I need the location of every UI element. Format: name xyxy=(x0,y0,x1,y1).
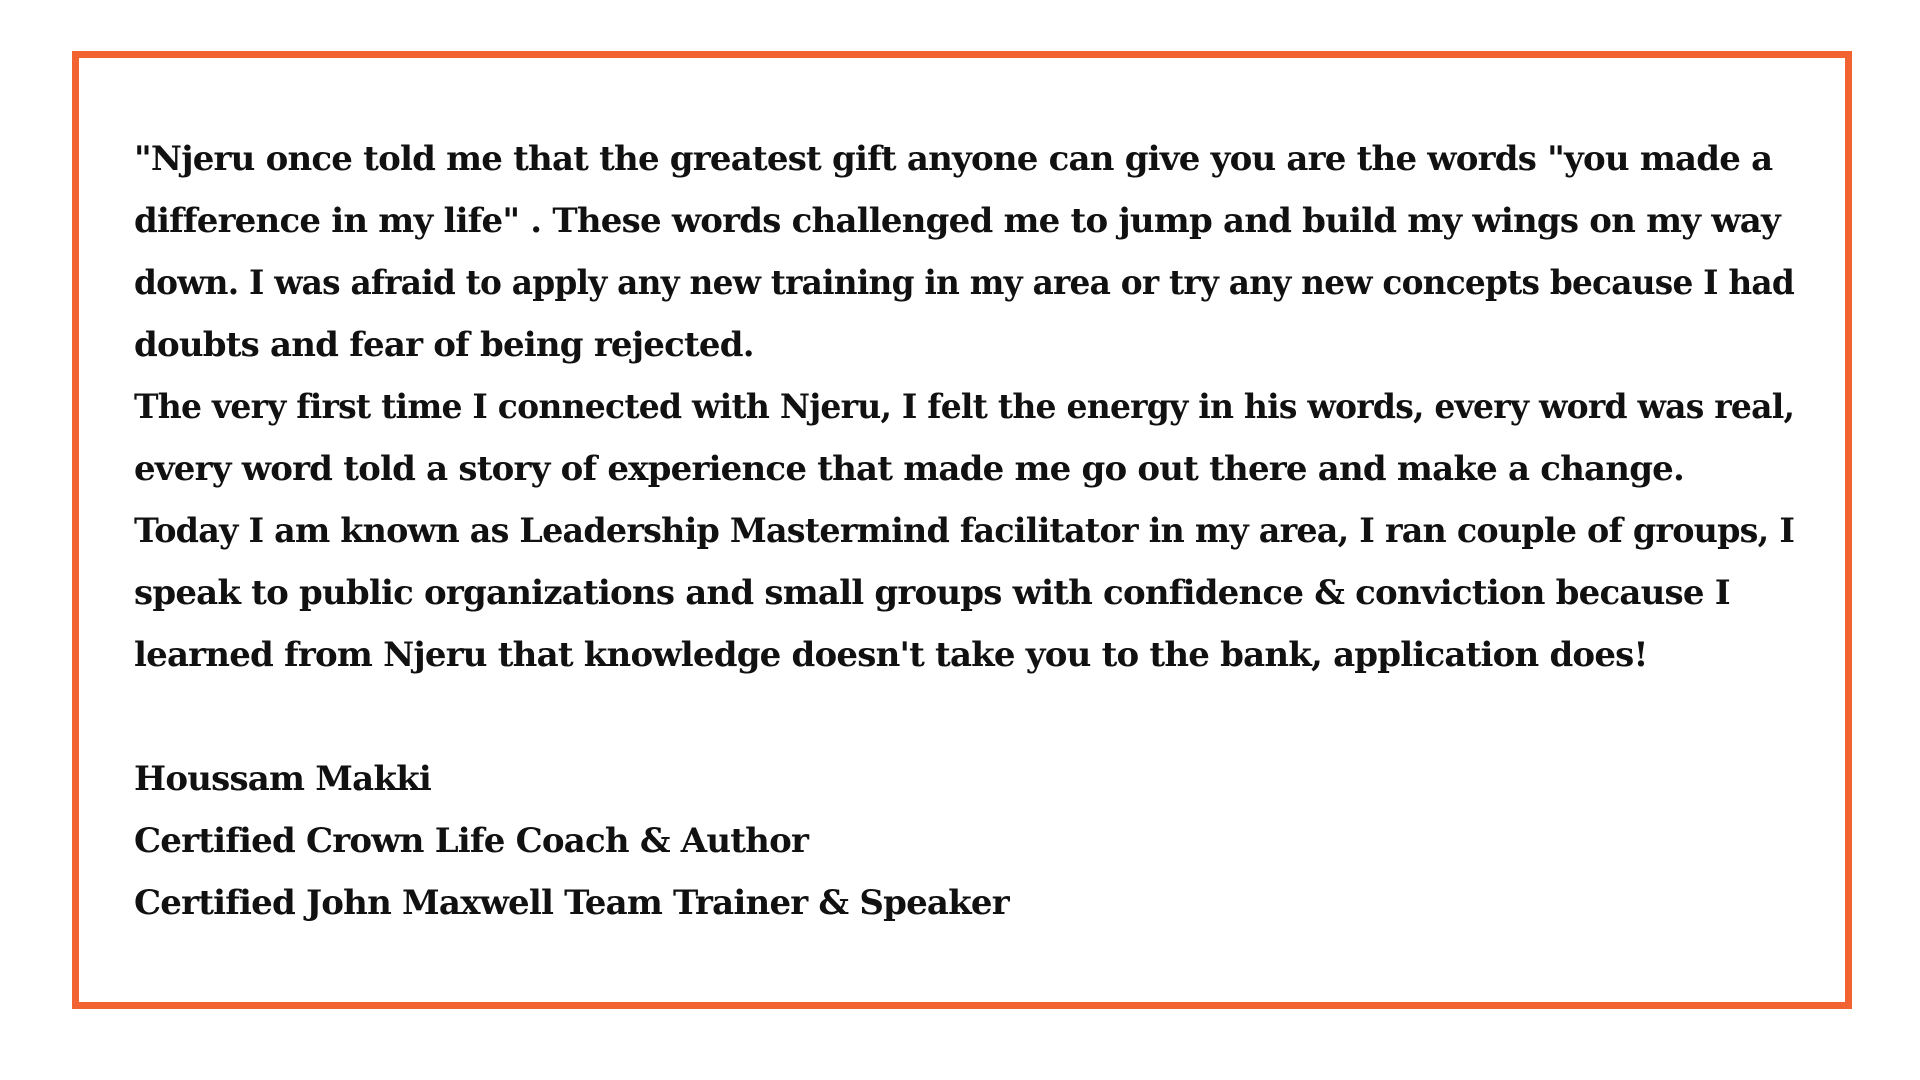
author-title: Certified John Maxwell Team Trainer & Speaker xyxy=(134,883,1009,923)
author-title: Certified Crown Life Coach & Author xyxy=(134,821,809,861)
quote-line: doubts and fear of being rejected. xyxy=(134,325,754,365)
testimonial-attribution xyxy=(134,748,1794,934)
quote-line: The very first time I connected with Njeru, I felt the energy in his words, every word was real, xyxy=(134,387,1795,427)
quote-line: every word told a story of experience that made me go out there and make a change. xyxy=(134,449,1685,489)
author-name: Houssam Makki xyxy=(134,759,431,799)
testimonial-content xyxy=(134,128,1794,934)
paragraph-spacer xyxy=(134,686,1794,748)
quote-line: Today I am known as Leadership Mastermind facilitator in my area, I ran couple of groups, I xyxy=(134,511,1795,551)
testimonial-quote xyxy=(134,128,1794,686)
quote-line: speak to public organizations and small groups with confidence & conviction because I xyxy=(134,573,1730,613)
quote-line: "Njeru once told me that the greatest gift anyone can give you are the words "you made a xyxy=(134,139,1773,179)
quote-line: difference in my life" . These words challenged me to jump and build my wings on my way xyxy=(134,201,1780,241)
quote-line: learned from Njeru that knowledge doesn't take you to the bank, application does! xyxy=(134,635,1648,675)
quote-line: down. I was afraid to apply any new training in my area or try any new concepts because I had xyxy=(134,263,1795,303)
